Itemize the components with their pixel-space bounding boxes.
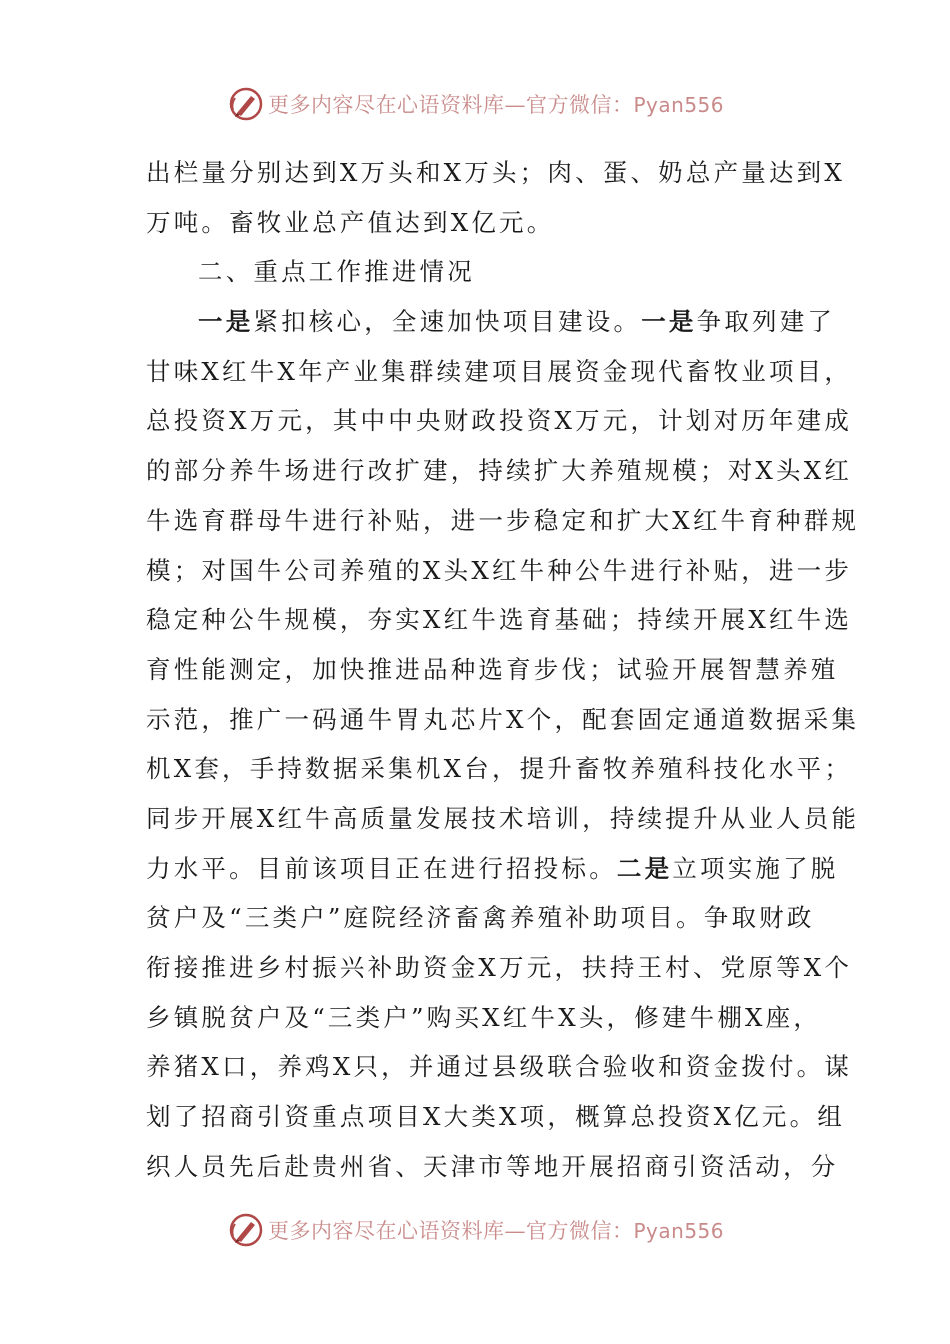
text-line: 贫户及“三类户”庭院经济畜禽养殖补助项目。争取财政 <box>146 903 815 933</box>
pen-logo-icon <box>228 1212 264 1248</box>
text-line: 力水平。目前该项目正在进行招投标。二是立项实施了脱 <box>146 853 839 883</box>
wechat-id: Pyan556 <box>633 93 725 117</box>
text-line: 衔接推进乡村振兴补助资金X万元，扶持王村、党原等X个 <box>146 953 853 982</box>
text-line: 总投资X万元，其中中央财政投资X万元，计划对历年建成 <box>146 406 853 436</box>
text-line: 甘味X红牛X年产业集群续建项目展资金现代畜牧业项目， <box>146 356 853 386</box>
text-line: 同步开展X红牛高质量发展技术培训，持续提升从业人员能 <box>146 803 860 833</box>
footer-watermark <box>228 1210 724 1250</box>
text-line: 出栏量分别达到X万头和X万头；肉、蛋、奶总产量达到X <box>146 158 846 187</box>
text-line: 机X套，手持数据采集机X台，提升畜牧养殖科技化水平； <box>146 754 853 784</box>
wechat-id: Pyan556 <box>633 1219 725 1243</box>
text-line: 稳定种公牛规模，夯实X红牛选育基础；持续开展X红牛选 <box>146 605 853 635</box>
header-watermark <box>228 84 724 124</box>
watermark-text: 更多内容尽在心语资料库—官方微信：Pyan556 <box>268 93 725 117</box>
text-line: 示范，推广一码通牛胃丸芯片X个，配套固定通道数据采集 <box>146 704 860 734</box>
text-line: 乡镇脱贫户及“三类户”购买X红牛X头，修建牛棚X座， <box>146 1002 822 1032</box>
text-line: 的部分养牛场进行改扩建，持续扩大养殖规模；对X头X红 <box>146 456 853 486</box>
text-line: 模；对国牛公司养殖的X头X红牛种公牛进行补贴，进一步 <box>146 555 853 585</box>
text-line: 万吨。畜牧业总产值达到X亿元。 <box>146 207 555 237</box>
text-line: 牛选育群母牛进行补贴，进一步稳定和扩大X红牛育种群规 <box>146 505 860 535</box>
document-body <box>146 148 860 1191</box>
section-heading: 二、重点工作推进情况 <box>198 257 475 287</box>
text-line: 一是紧扣核心，全速加快项目建设。一是争取列建了 <box>198 307 836 337</box>
text-line: 育性能测定，加快推进品种选育步伐；试验开展智慧养殖 <box>146 654 839 684</box>
text-line: 划了招商引资重点项目X大类X项，概算总投资X亿元。组 <box>146 1102 846 1132</box>
watermark-text: 更多内容尽在心语资料库—官方微信：Pyan556 <box>268 1219 725 1243</box>
text-line: 织人员先后赴贵州省、天津市等地开展招商引资活动，分 <box>146 1151 839 1181</box>
text-line: 养猪X口，养鸡X只，并通过县级联合验收和资金拨付。谋 <box>146 1052 853 1082</box>
pen-logo-icon <box>228 86 264 122</box>
